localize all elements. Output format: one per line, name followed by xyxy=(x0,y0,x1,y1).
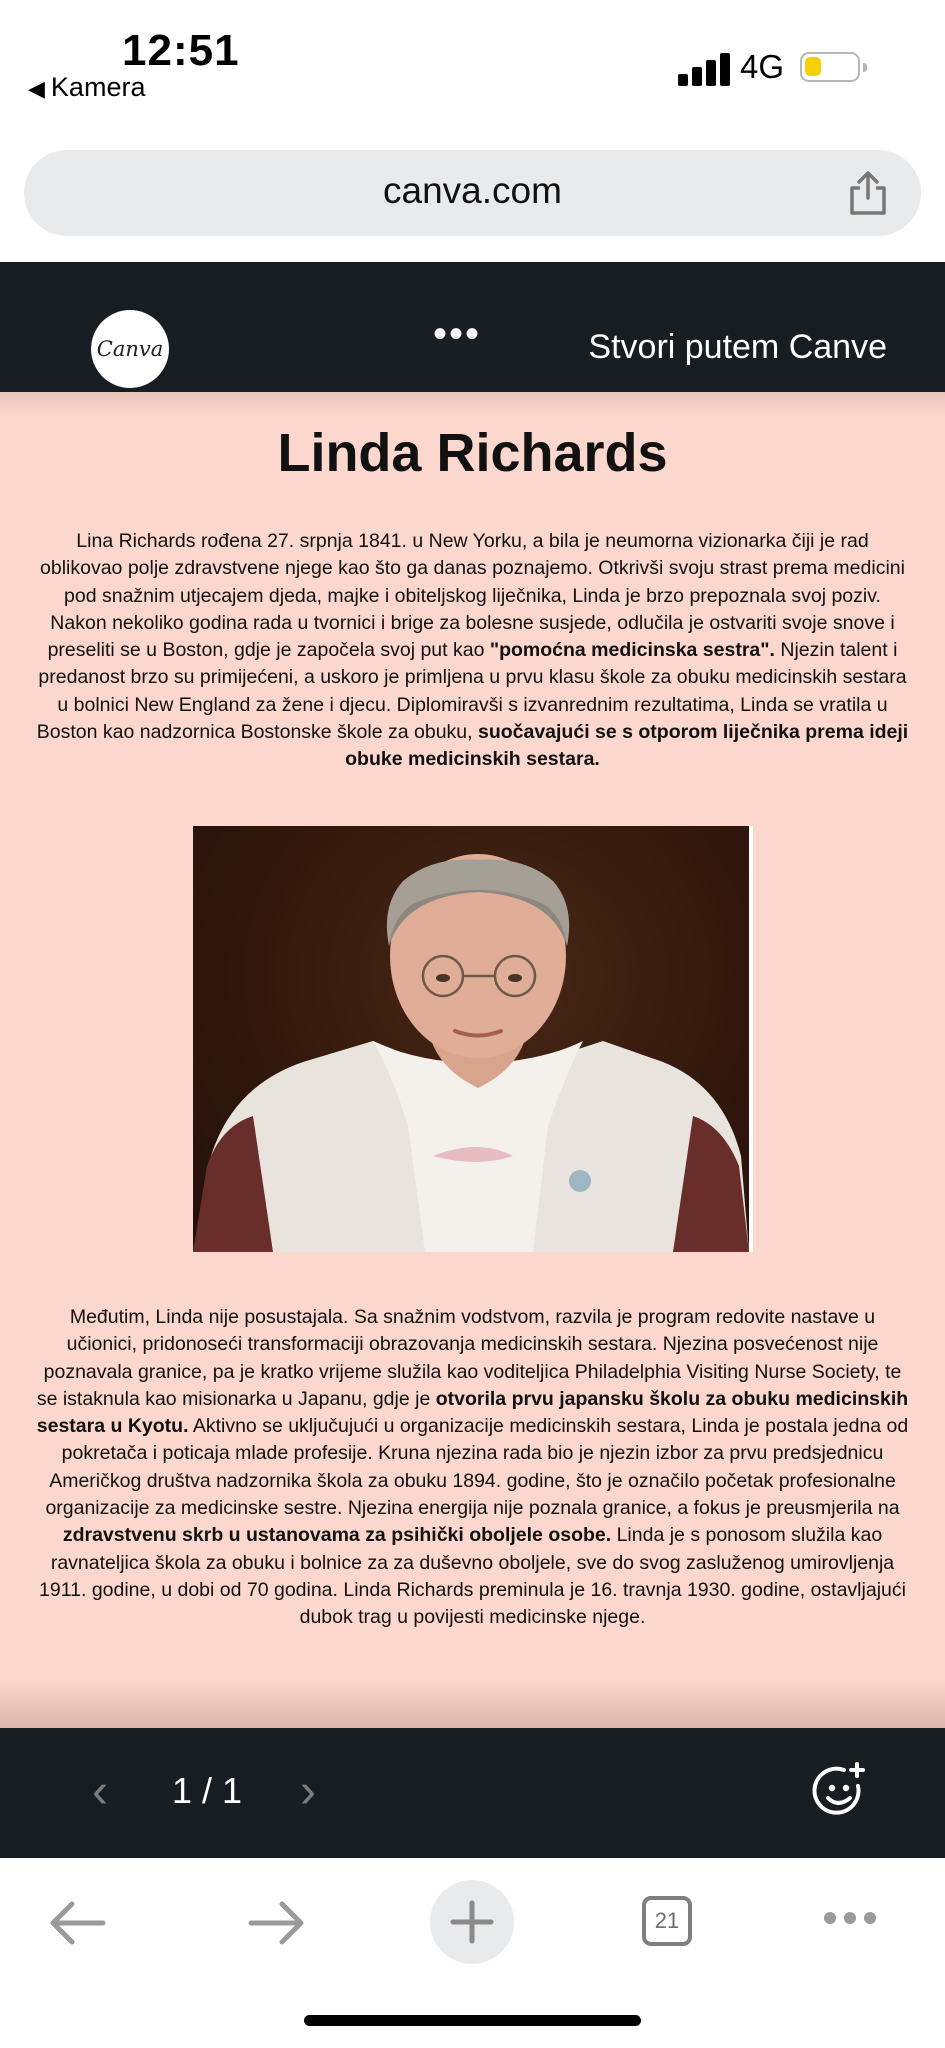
arrow-right-icon[interactable] xyxy=(246,1898,306,1948)
text-run-bold: zdravstvenu skrb u ustanovama za psihički oboljele osobe. xyxy=(62,1524,612,1547)
text-run-bold: "pomoćna medicinska sestra". xyxy=(489,639,775,662)
network-type: 4G xyxy=(740,48,785,85)
document-title: Linda Richards xyxy=(277,423,668,483)
canva-logo[interactable]: Canva xyxy=(91,310,169,388)
text-run-bold: otvorila prvu japansku školu za obuku medicinskih sestara u Kyotu. xyxy=(36,1387,909,1438)
status-bar xyxy=(0,0,945,140)
document-page xyxy=(0,392,945,1728)
back-app-label: Kamera xyxy=(50,72,146,102)
back-triangle-icon: ◀ xyxy=(28,76,45,101)
address-bar[interactable] xyxy=(24,150,921,236)
more-options-icon[interactable]: ••• xyxy=(433,312,482,356)
chevron-right-icon[interactable]: › xyxy=(300,1765,316,1818)
paragraph-intro xyxy=(34,528,911,774)
plus-icon xyxy=(450,1900,494,1944)
text-run: Međutim, Linda nije posustajala. Sa snažnim vodstvom, razvila je program redovite nastave u učionici, pridonoseći transformaciji obrazovanja medicinskih sestara. Njezina posvećenost nije poznavala granice, pa je kratko vrijeme služila kao voditeljica Philadelphia Visiting Nurse Society, te se istaknula kao misionarka u Japanu, gdje je xyxy=(36,1306,902,1410)
arrow-left-icon[interactable] xyxy=(48,1898,108,1948)
url-text: canva.com xyxy=(383,170,562,211)
home-indicator[interactable] xyxy=(304,2015,641,2026)
portrait-image xyxy=(193,826,753,1252)
back-to-app-button[interactable] xyxy=(28,72,145,103)
text-run: Lina Richards rođena 27. srpnja 1841. u New Yorku, a bila je neumorna vizionarka čiji je rad oblikovao polje zdravstvene njege kao što ga danas poznajemo. Otkrivši svoju strast prema medicini pod snažnim utjecajem djeda, majke i obiteljskog liječnika, Linda je brzo prepoznala svoj poziv. Nakon nekoliko godina rada u tvornici i brige za bolesne susjede, odlučila je ostvariti svoje snove i preseliti se u Boston, gdje je započela svoj put kao xyxy=(40,530,905,662)
page-count: 1 / 1 xyxy=(172,1770,243,1811)
chevron-left-icon[interactable]: ‹ xyxy=(92,1765,108,1818)
battery-icon xyxy=(800,52,860,82)
portrait-painting xyxy=(193,826,753,1252)
paragraph-career xyxy=(34,1304,911,1632)
page-navigator xyxy=(0,1728,945,1858)
create-with-canva-button[interactable]: Stvori putem Canve xyxy=(588,328,887,366)
tab-switcher-button[interactable]: 21 xyxy=(642,1896,692,1946)
text-run-bold: suočavajući se s otporom liječnika prema ideji obuke medicinskih sestara. xyxy=(345,721,909,771)
more-horizontal-icon[interactable] xyxy=(822,1910,878,1926)
text-run: Aktivno se uključujući u organizacije medicinskih sestara, Linda je postala jedna od pokretača i poticaja mlade profesije. Kruna njezina rada bio je njezin izbor za prvu predsjednicu Američkog društva nadzornika škola za obuku 1894. godine, što je označilo početak profesionalne organizacije za medicinske sestre. Njezina energija nije poznala granice, a fokus je preusmjerila na xyxy=(45,1415,909,1520)
text-run: Linda je s ponosom služila kao ravnateljica škola za obuku i bolnice za za duševno oboljele, sve do svog zasluženog umirovljenja 1911. godine, u dobi od 70 godina. Linda Richards preminula je 16. travnja 1930. godine, ostavljajući dubok trag u povijesti medicinske njege. xyxy=(39,1524,906,1629)
text-run: Njezin talent i predanost brzo su primijećeni, a uskoro je primljena u prvu klasu škole za obuku medicinskih sestara u bolnici New England za žene i djecu. Diplomiravši s izvanrednim rezultatima, Linda se vratila u Boston kao nadzornica Bostonske škole za obuku, xyxy=(36,639,907,744)
add-reaction-icon[interactable] xyxy=(810,1760,870,1820)
status-time: 12:51 xyxy=(122,26,240,75)
new-tab-button[interactable] xyxy=(430,1880,514,1964)
share-icon[interactable] xyxy=(845,170,891,216)
signal-strength-icon xyxy=(678,50,734,86)
canva-header xyxy=(0,262,945,392)
